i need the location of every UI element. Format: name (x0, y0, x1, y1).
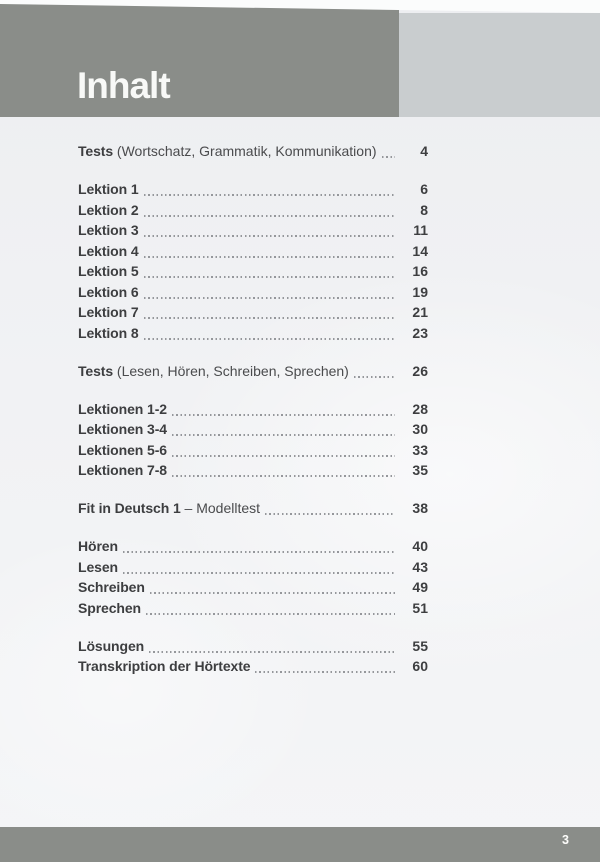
toc-entry-label (78, 460, 167, 481)
toc-entry-label (78, 577, 145, 598)
dot-leader (144, 235, 395, 237)
toc-row (78, 302, 428, 323)
toc-section (78, 636, 428, 677)
toc-entry-title: Lektion 4 (78, 242, 139, 259)
toc-entry-label (78, 302, 139, 323)
toc-entry-label (78, 179, 139, 200)
toc-entry-label (78, 261, 139, 282)
dot-leader (382, 156, 395, 158)
toc-entry-label (78, 419, 167, 440)
toc-entry-title: Hören (78, 538, 118, 554)
toc-entry-label (78, 536, 118, 557)
toc-entry-title: Fit in Deutsch 1 (78, 500, 181, 516)
toc-entry-label (78, 557, 118, 578)
toc-entry-page: 23 (412, 324, 428, 341)
toc-entry-page: 35 (412, 462, 428, 478)
toc-row (78, 399, 428, 420)
toc-entry-label (78, 282, 139, 303)
toc-entry-page: 38 (412, 500, 428, 516)
toc-entry-page: 4 (420, 143, 428, 159)
toc-row (78, 460, 428, 481)
toc-row (78, 656, 428, 677)
dot-leader (255, 671, 395, 673)
toc-row (78, 419, 428, 440)
dot-leader (172, 414, 395, 416)
toc-entry-page: 11 (413, 222, 428, 238)
toc-row (78, 200, 428, 221)
page-number: 3 (562, 833, 569, 847)
header-accent-block (399, 13, 600, 117)
toc-entry-page: 21 (412, 304, 428, 320)
page-footer (0, 827, 600, 862)
dot-leader (144, 317, 395, 319)
toc-entry-title: Transkription der Hörtexte (78, 658, 251, 674)
toc-entry-page: 55 (412, 637, 428, 654)
dot-leader (172, 434, 395, 436)
toc-entry-title: Lektion 6 (78, 283, 139, 300)
toc-entry-title: Lektionen 3-4 (78, 421, 167, 437)
toc-entry-page: 43 (412, 558, 428, 575)
page-title: Inhalt (77, 65, 170, 106)
toc-entry-label (78, 241, 139, 262)
toc-entry-label (78, 220, 139, 241)
dot-leader (146, 613, 395, 615)
toc-entry-label (78, 598, 141, 619)
toc-row (78, 141, 428, 162)
toc-entry-label (78, 361, 349, 382)
table-of-contents (78, 141, 428, 677)
toc-entry-label (78, 440, 167, 461)
toc-row (78, 282, 428, 303)
toc-entry-title: Sprechen (78, 599, 141, 616)
toc-entry-label (78, 636, 144, 657)
toc-entry-page: 8 (420, 201, 428, 218)
toc-entry-subtitle: (Wortschatz, Grammatik, Kommunikation) (113, 143, 377, 159)
toc-section (78, 536, 428, 618)
toc-entry-title: Tests (78, 362, 114, 379)
dot-leader (123, 551, 395, 553)
toc-row (78, 261, 428, 282)
toc-row (78, 241, 428, 262)
toc-entry-label (78, 323, 139, 344)
toc-entry-title: Lektion 2 (78, 201, 139, 218)
toc-entry-label (78, 656, 250, 677)
toc-entry-title: Lektion 5 (78, 263, 139, 279)
toc-entry-title: Lektion 1 (78, 181, 139, 197)
toc-row (78, 323, 428, 344)
dot-leader (144, 256, 395, 258)
dot-leader (144, 276, 395, 278)
toc-section (78, 141, 428, 162)
toc-entry-page: 49 (412, 579, 428, 595)
dot-leader (265, 513, 395, 515)
header-band-dark (0, 0, 399, 117)
page-header (0, 0, 600, 117)
dot-leader (144, 215, 395, 217)
toc-section (78, 361, 428, 382)
toc-sections (78, 141, 428, 677)
toc-entry-title: Lektion 7 (78, 304, 139, 320)
dot-leader (144, 297, 395, 299)
toc-entry-title: Lösungen (78, 637, 145, 654)
toc-section (78, 399, 428, 481)
toc-row (78, 220, 428, 241)
toc-row (78, 577, 428, 598)
toc-entry-title: Lektionen 1-2 (78, 400, 167, 417)
toc-row (78, 179, 428, 200)
toc-entry-label (78, 141, 377, 162)
toc-row (78, 598, 428, 619)
dot-leader (172, 475, 395, 477)
toc-entry-title: Lektionen 7-8 (78, 462, 167, 478)
toc-entry-label (78, 399, 167, 420)
toc-entry-page: 30 (412, 421, 428, 437)
toc-row (78, 361, 428, 382)
toc-entry-title: Lesen (78, 558, 118, 575)
toc-entry-title: Schreiben (78, 579, 145, 595)
toc-entry-label (78, 498, 260, 519)
toc-entry-page: 14 (412, 242, 428, 259)
dot-leader (123, 572, 395, 574)
toc-entry-page: 60 (412, 658, 428, 674)
toc-entry-title: Lektion 3 (78, 222, 139, 238)
toc-row (78, 498, 428, 519)
toc-entry-page: 16 (412, 263, 428, 279)
dot-leader (144, 338, 395, 340)
toc-entry-page: 26 (412, 362, 428, 379)
toc-section (78, 498, 428, 519)
dot-leader (149, 651, 395, 653)
toc-entry-title: Lektion 8 (78, 324, 139, 341)
toc-row (78, 440, 428, 461)
toc-entry-page: 19 (412, 283, 428, 300)
dot-leader (172, 455, 395, 457)
toc-entry-page: 28 (412, 400, 428, 417)
toc-entry-title: Tests (78, 143, 114, 159)
toc-section (78, 179, 428, 343)
toc-row (78, 536, 428, 557)
toc-entry-page: 51 (412, 599, 428, 616)
toc-entry-title: Lektionen 5-6 (78, 441, 167, 458)
toc-row (78, 636, 428, 657)
toc-row (78, 557, 428, 578)
toc-entry-subtitle: – Modelltest (180, 500, 261, 516)
toc-entry-page: 6 (420, 181, 428, 197)
dot-leader (354, 376, 395, 378)
toc-entry-page: 40 (412, 538, 428, 554)
toc-entry-page: 33 (412, 441, 428, 458)
toc-entry-label (78, 200, 139, 221)
dot-leader (150, 592, 395, 594)
toc-entry-subtitle: (Lesen, Hören, Schreiben, Sprechen) (113, 362, 349, 379)
dot-leader (144, 194, 395, 196)
